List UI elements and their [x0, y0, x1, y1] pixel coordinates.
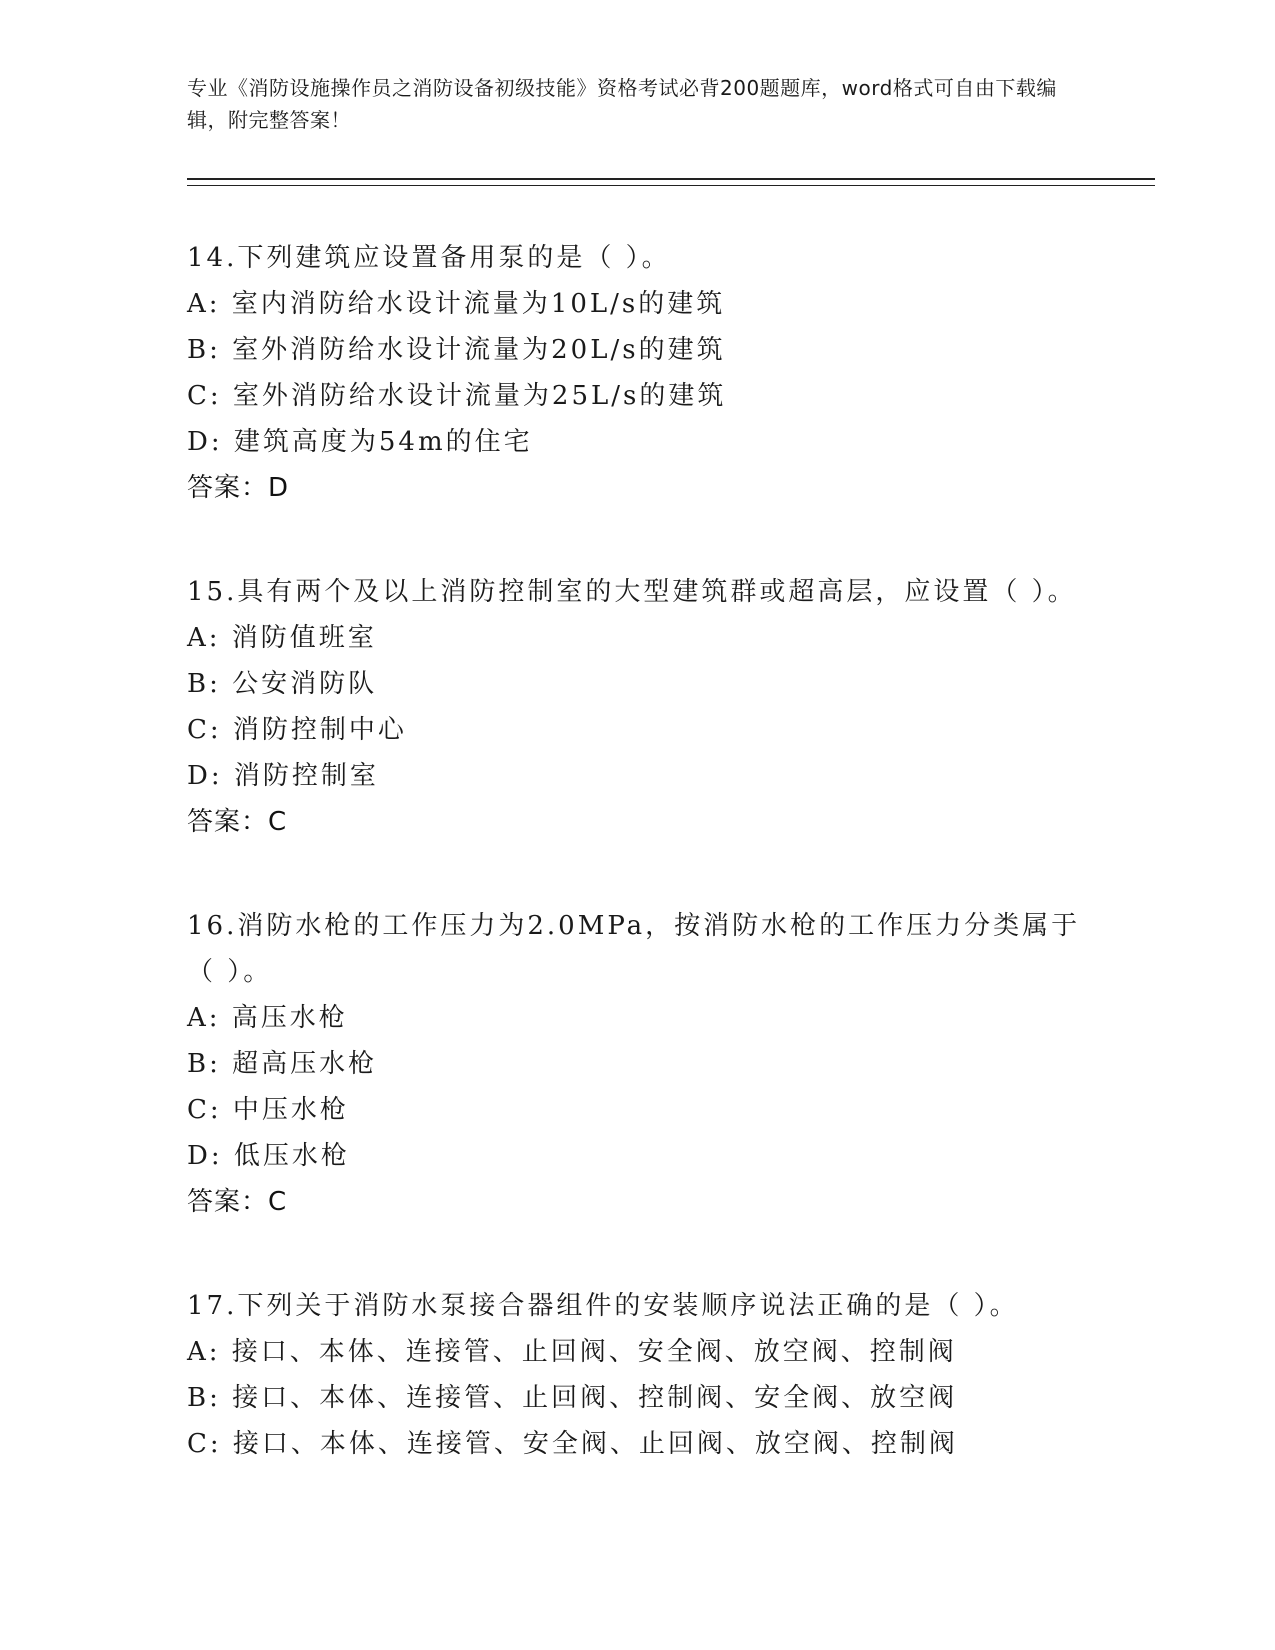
question-15 — [187, 569, 1087, 845]
option-b: B: 超高压水枪 — [187, 1049, 378, 1079]
option-b: B: 室外消防给水设计流量为20L/s的建筑 — [187, 335, 726, 365]
question-stem: 15.具有两个及以上消防控制室的大型建筑群或超高层，应设置（ ）。 — [187, 577, 1077, 607]
question-14 — [187, 235, 1087, 511]
question-17 — [187, 1283, 1087, 1467]
question-16 — [187, 903, 1087, 1225]
option-a: A: 接口、本体、连接管、止回阀、安全阀、放空阀、控制阀 — [187, 1337, 957, 1367]
option-a: A: 消防值班室 — [187, 623, 377, 653]
option-d: D: 低压水枪 — [187, 1141, 350, 1171]
option-c: C: 室外消防给水设计流量为25L/s的建筑 — [187, 381, 727, 411]
question-list — [187, 235, 1087, 1525]
question-stem: 17.下列关于消防水泵接合器组件的安装顺序说法正确的是（ ）。 — [187, 1291, 1019, 1321]
option-c: C: 中压水枪 — [187, 1095, 349, 1125]
option-c: C: 消防控制中心 — [187, 715, 407, 745]
option-a: A: 高压水枪 — [187, 1003, 348, 1033]
answer-label: 答案：C — [187, 807, 288, 837]
option-b: B: 公安消防队 — [187, 669, 378, 699]
option-b: B: 接口、本体、连接管、止回阀、控制阀、安全阀、放空阀 — [187, 1383, 958, 1413]
option-d: D: 建筑高度为54m的住宅 — [187, 427, 533, 457]
page-header: 专业《消防设施操作员之消防设备初级技能》资格考试必背200题题库，word格式可自由下载编辑，附完整答案！ — [187, 76, 1057, 132]
header-divider — [187, 178, 1155, 186]
option-a: A: 室内消防给水设计流量为10L/s的建筑 — [187, 289, 726, 319]
answer-label: 答案：C — [187, 1187, 288, 1217]
option-d: D: 消防控制室 — [187, 761, 379, 791]
question-stem: 14.下列建筑应设置备用泵的是（ ）。 — [187, 243, 671, 273]
question-stem: 16.消防水枪的工作压力为2.0MPa，按消防水枪的工作压力分类属于（ ）。 — [187, 911, 1081, 987]
answer-label: 答案：D — [187, 473, 290, 503]
option-c: C: 接口、本体、连接管、安全阀、止回阀、放空阀、控制阀 — [187, 1429, 958, 1459]
